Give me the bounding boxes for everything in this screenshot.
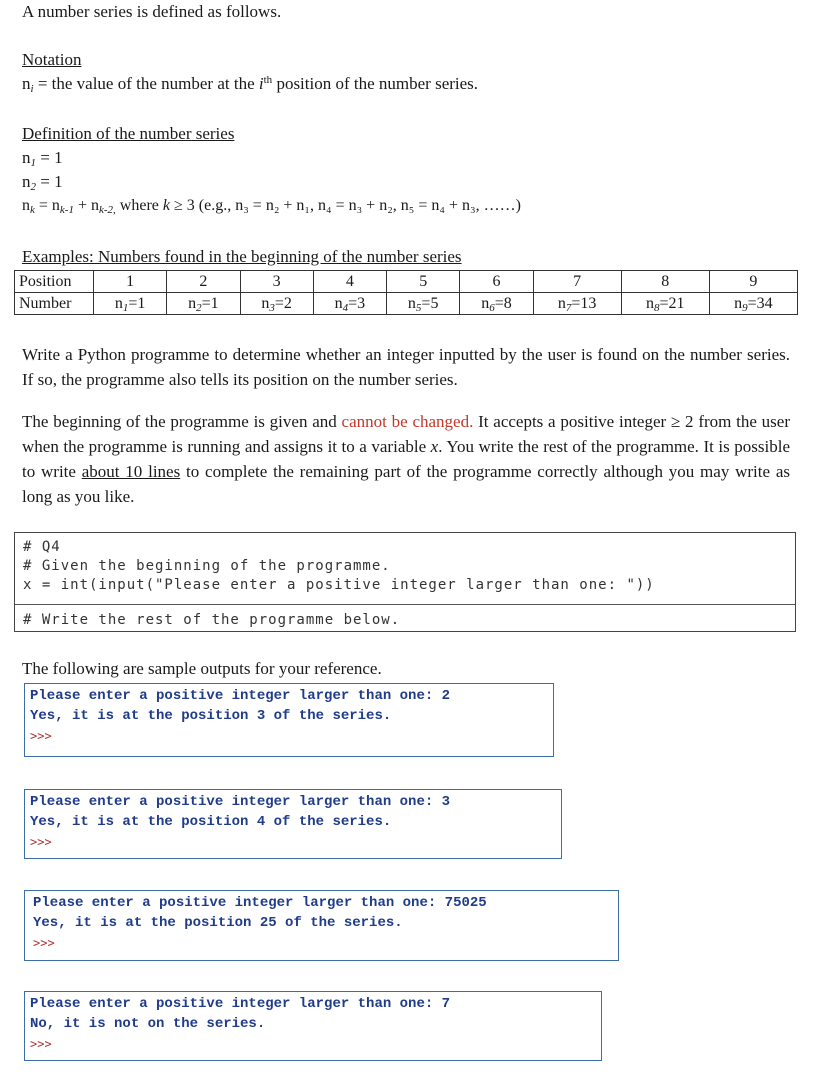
definition-recurrence [22,197,521,215]
sample-prompt: >>> [30,729,52,743]
rec-k2: k-2, [99,204,116,216]
number-cell: $n_8=21$ [621,293,709,315]
sample-prompt: >>> [30,1037,52,1051]
given-about: about 10 lines [81,462,181,481]
definition-line-1 [22,148,63,168]
def2-sub: 2 [30,181,36,193]
notation-eq: = the value of the number at the [33,74,259,93]
number-cell: $n_5=5$ [387,293,460,315]
position-cell: 9 [709,271,797,293]
rec-n: n [22,197,30,214]
rec-k-var: k [162,197,170,214]
position-cell: 6 [460,271,533,293]
given-p2: It accepts a positive integer ≥ 2 from the user when the programme is running and assigns it to a variable [22,412,791,456]
sample-output-box [24,890,619,961]
samples-heading: The following are sample outputs for your reference. [22,659,382,678]
given-p3: . You write the rest of the programme. It is possible to write [22,437,790,481]
task-paragraph: Write a Python programme to determine whether an integer inputted by the user is found on the number series. If so, the programme also tells its position on the number series. [22,345,790,389]
sample-output-box [24,991,602,1061]
notation-line [22,74,478,94]
rec-plus: + n [73,197,99,214]
notation-i: i [258,74,264,93]
number-row [15,293,798,315]
rec-k: k [30,204,35,216]
sample-output-box [24,683,554,757]
given-red-text: cannot be changed. [341,412,474,431]
position-cell: 5 [387,271,460,293]
notation-sub-i: i [30,83,34,95]
sample-line-1: Please enter a positive integer larger than one: 75025 [33,895,487,911]
rec-eq: = n [34,197,60,214]
def1-sub: 1 [30,157,36,169]
number-cell: $n_3=2$ [240,293,313,315]
def1-val: = 1 [36,148,63,167]
position-cell: 8 [621,271,709,293]
given-paragraph [22,409,790,509]
sample-line-1: Please enter a positive integer larger than one: 3 [30,794,451,810]
examples-heading: Examples: Numbers found in the beginning of the number series [22,247,462,266]
code-line-1: # Q4 [23,539,61,555]
position-cell: 4 [313,271,386,293]
given-x: x [430,437,439,456]
notation-rest: position of the number series. [272,74,479,93]
def2-val: = 1 [36,172,63,191]
number-cell: $n_1=1$ [94,293,167,315]
notation-th: th [263,74,273,86]
sample-prompt: >>> [33,936,55,950]
sample-output-box [24,789,562,859]
code-box [14,532,796,632]
sample-line-2: No, it is not on the series. [30,1016,266,1032]
code-divider [15,604,795,605]
definition-heading: Definition of the number series [22,124,235,143]
definition-line-2 [22,172,63,192]
notation-n: n [22,74,31,93]
number-cell: $n_4=3$ [313,293,386,315]
position-cell: 7 [533,271,621,293]
code-line-2: # Given the beginning of the programme. [23,558,391,574]
def1-n: n [22,148,31,167]
sample-line-2: Yes, it is at the position 3 of the series. [30,708,392,724]
sample-line-2: Yes, it is at the position 25 of the series. [33,915,403,931]
number-cell: $n_2=1$ [167,293,240,315]
intro-text: A number series is defined as follows. [22,2,282,21]
rec-where: where [115,197,163,214]
position-cell: 1 [94,271,167,293]
position-cell: 2 [167,271,240,293]
position-row [15,271,798,293]
code-line-4: # Write the rest of the programme below. [23,612,401,628]
notation-heading: Notation [22,50,82,69]
rec-k1: k-1 [59,204,74,216]
code-line-3: x = int(input("Please enter a positive integer larger than one: ")) [23,577,655,593]
def2-n: n [22,172,31,191]
position-label: Position [15,271,94,293]
rec-examples: n₃ = n₂ + n₁, n₄ = n₃ + n₂, n₅ = n₄ + n₃, ……) [235,197,521,214]
sample-line-2: Yes, it is at the position 4 of the series. [30,814,392,830]
position-cell: 3 [240,271,313,293]
sample-line-1: Please enter a positive integer larger than one: 2 [30,688,451,704]
number-cell: $n_7=13$ [533,293,621,315]
number-label: Number [15,293,94,315]
examples-table [14,270,798,315]
sample-prompt: >>> [30,835,52,849]
given-p1: The beginning of the programme is given and [22,412,342,431]
number-cell: $n_6=8$ [460,293,533,315]
rec-ge3: ≥ 3 (e.g., [170,197,236,214]
number-cell: $n_9=34$ [709,293,797,315]
sample-line-1: Please enter a positive integer larger than one: 7 [30,996,451,1012]
given-p4: to complete the remaining part of the programme correctly although you may write as long as you like. [22,462,790,506]
